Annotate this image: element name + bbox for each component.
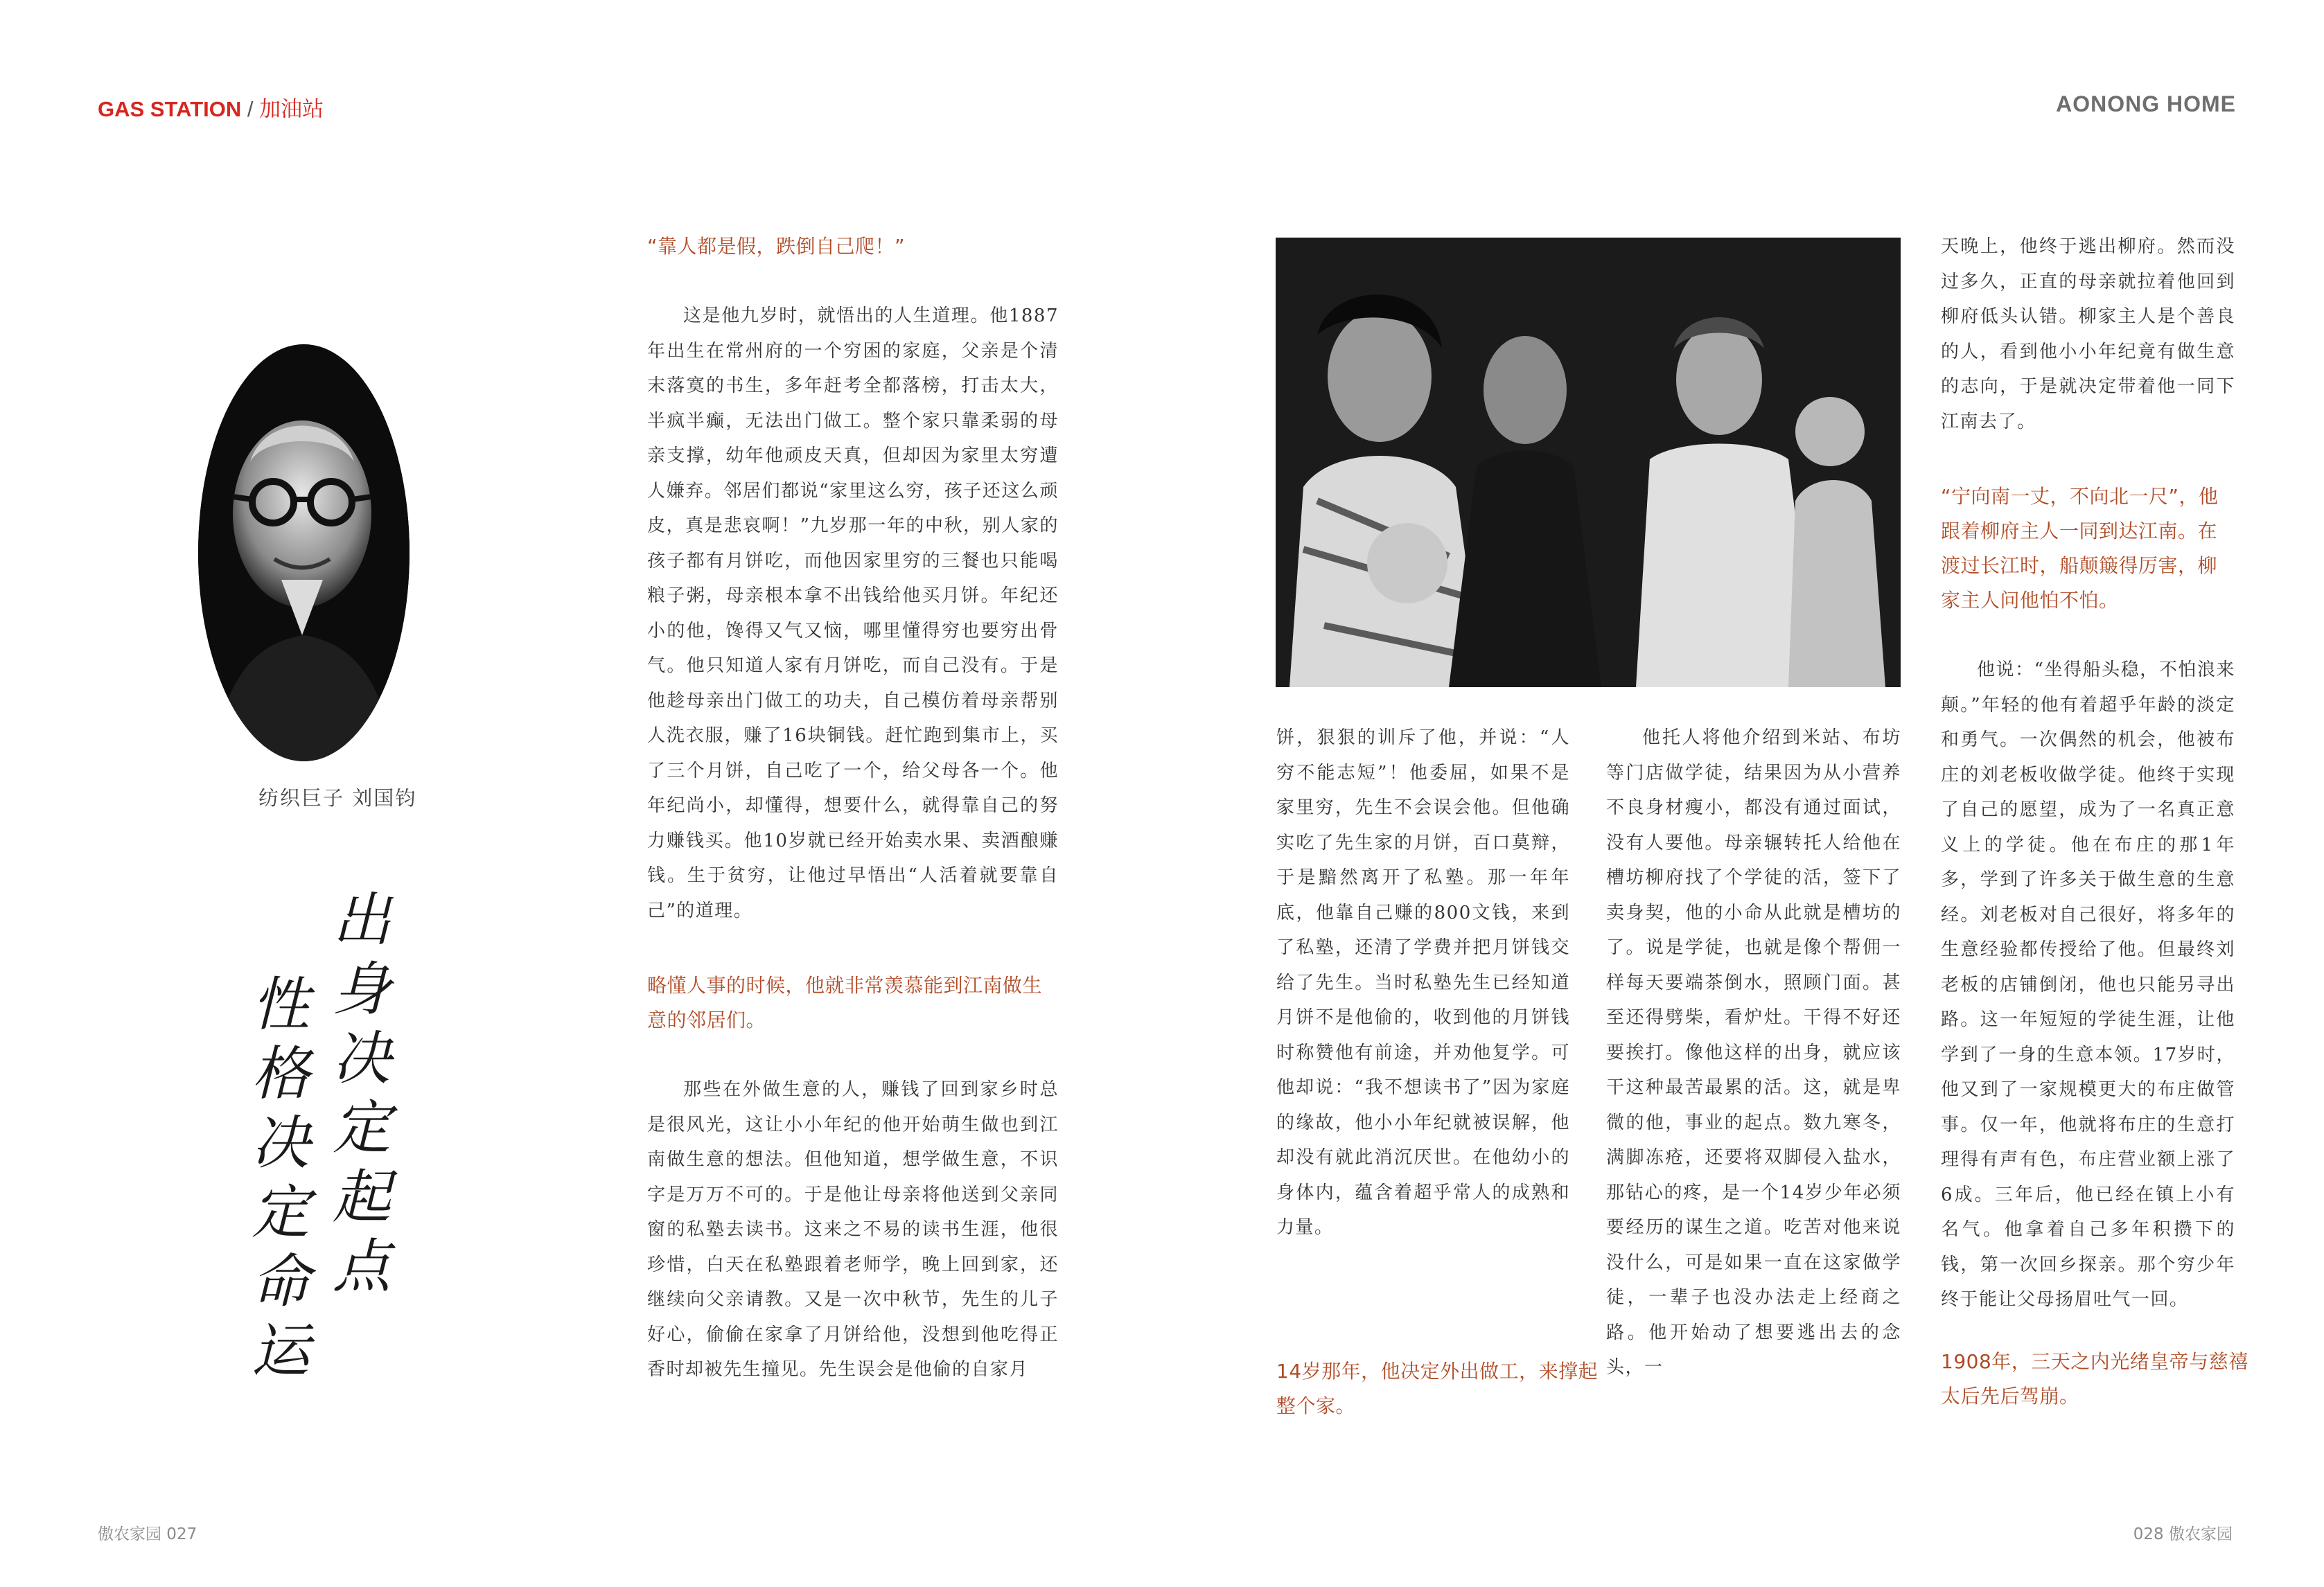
calligraphy-line-1: 出身决定起点 bbox=[332, 886, 391, 1300]
article-column-3 bbox=[1606, 720, 1901, 1385]
brand-name: AONONG HOME bbox=[2056, 91, 2236, 116]
column1-heading-1: “靠人都是假，跌倒自己爬！” bbox=[647, 235, 906, 258]
column1-paragraph-1: 这是他九岁时，就悟出的人生道理。他1887年出生在常州府的一个穷困的家庭，父亲是个清末落寞的书生，多年赶考全都落榜，打击太大，半疯半癫，无法出门做工。整个家只靠柔弱的母亲支撑，幼年他顽皮天真，但却因为家里太穷遭人嫌弃。邻居们都说“家里这么穷，孩子还这么顽皮，真是悲哀啊！”九岁那一年的中秋，别人家的孩子都有月饼吃，而他因家里穷的三餐也只能喝粮子粥，母亲根本拿不出钱给他买月饼。年纪还小的他，馋得又气又恼，哪里懂得穷也要穷出骨气。他只知道人家有月饼吃，而自己没有。于是他趁母亲出门做工的功夫，自己模仿着母亲帮别人洗衣服，赚了16块铜钱。赶忙跑到集市上，买了三个月饼，自己吃了一个，给父母各一个。他年纪尚小，却懂得，想要什么，就得靠自己的努力赚钱买。他10岁就已经开始卖水果、卖酒酿赚钱。生于贫穷，让他过早悟出“人活着就要靠自己”的道理。 bbox=[647, 305, 1059, 921]
page-number-right: 028 傲农家园 bbox=[2133, 1525, 2233, 1543]
article-column-4 bbox=[1941, 229, 2248, 1408]
section-header bbox=[98, 91, 324, 123]
page-number-left: 傲农家园 027 bbox=[98, 1525, 197, 1543]
portrait-photo bbox=[198, 344, 410, 761]
family-photo bbox=[1276, 238, 1901, 687]
calligraphy-line-2: 性格决定命运 bbox=[251, 970, 310, 1385]
family-photo-illustration bbox=[1276, 238, 1901, 687]
column2-heading: 14岁那年，他决定外出做工，来撑起整个家。 bbox=[1276, 1360, 1599, 1417]
article-column-2 bbox=[1276, 720, 1599, 1417]
article-column-1 bbox=[647, 229, 1059, 1387]
column4-heading-1: “宁向南一丈，不向北一尺”，他跟着柳府主人一同到达江南。在渡过长江时，船颠簸得厉害，柳家主人问他怕不怕。 bbox=[1941, 485, 2219, 612]
section-separator: / bbox=[247, 97, 254, 121]
portrait-illustration bbox=[198, 344, 410, 761]
column1-heading-2: 略懂人事的时候，他就非常羡慕能到江南做生意的邻居们。 bbox=[647, 974, 1043, 1031]
column4-paragraph-1: 天晚上，他终于逃出柳府。然而没过多久，正直的母亲就拉着他回到柳府低头认错。柳家主人是个善良的人，看到他小小年纪竟有做生意的志向，于是就决定带着他一同下江南去了。 bbox=[1941, 236, 2235, 432]
column2-paragraph-1: 饼，狠狠的训斥了他，并说：“人穷不能志短”！他委屈，如果不是家里穷，先生不会误会他。但他确实吃了先生家的月饼，百口莫辩，于是黯然离开了私塾。那一年年底，他靠自己赚的800文钱，来到了私塾，还清了学费并把月饼钱交给了先生。当时私塾先生已经知道月饼不是他偷的，收到他的月饼钱时称赞他有前途，并劝他复学。可他却说：“我不想读书了”因为家庭的缘故，他小小年纪就被误解，他却没有就此消沉厌世。在他幼小的身体内，蕴含着超乎常人的成熟和力量。 bbox=[1276, 727, 1570, 1238]
column4-heading-2: 1908年，三天之内光绪皇帝与慈禧太后先后驾崩。 bbox=[1941, 1350, 2248, 1408]
column1-paragraph-2: 那些在外做生意的人，赚钱了回到家乡时总是很风光，这让小小年纪的他开始萌生做也到江南做生意的想法。但他知道，想学做生意，不识字是万万不可的。于是他让母亲将他送到父亲同窗的私塾去读书。这来之不易的读书生涯，他很珍惜，白天在私塾跟着老师学，晚上回到家，还继续向父亲请教。又是一次中秋节，先生的儿子好心，偷偷在家拿了月饼给他，没想到他吃得正香时却被先生撞见。先生误会是他偷的自家月 bbox=[647, 1079, 1059, 1380]
column4-paragraph-2: 他说：“坐得船头稳，不怕浪来颠。”年轻的他有着超乎年龄的淡定和勇气。一次偶然的机会，他被布庄的刘老板收做学徒。他终于实现了自己的愿望，成为了一名真正意义上的学徒。他在布庄的那1年多，学到了许多关于做生意的生意经。刘老板对自己很好，将多年的生意经验都传授给了他。但最终刘老板的店铺倒闭，他也只能另寻出路。这一年短短的学徒生涯，让他学到了一身的生意本领。17岁时，他又到了一家规模更大的布庄做管事。仅一年，他就将布庄的生意打理得有声有色，布庄营业额上涨了6成。三年后，他已经在镇上小有名气。他拿着自己多年积攒下的钱，第一次回乡探亲。那个穷少年终于能让父母扬眉吐气一回。 bbox=[1941, 659, 2235, 1310]
column3-paragraph-1: 他托人将他介绍到米站、布坊等门店做学徒，结果因为从小营养不良身材瘦小，都没有通过面试，没有人要他。母亲辗转托人给他在槽坊柳府找了个学徒的活，签下了卖身契，他的小命从此就是槽坊的了。说是学徒，也就是像个帮佣一样每天要端茶倒水，照顾门面。甚至还得劈柴，看炉灶。干得不好还要挨打。像他这样的出身，就应该干这种最苦最累的活。这，就是卑微的他，事业的起点。数九寒冬，满脚冻疮，还要将双脚侵入盐水，那钻心的疼，是一个14岁少年必须要经历的谋生之道。吃苦对他来说没什么，可是如果一直在这家做学徒，一辈子也没办法走上经商之路。他开始动了想要逃出去的念头，一 bbox=[1606, 727, 1901, 1378]
section-title-en: GAS STATION bbox=[98, 97, 242, 121]
portrait-caption: 纺织巨子 刘国钧 bbox=[258, 786, 417, 810]
section-title-cn: 加油站 bbox=[259, 97, 324, 121]
